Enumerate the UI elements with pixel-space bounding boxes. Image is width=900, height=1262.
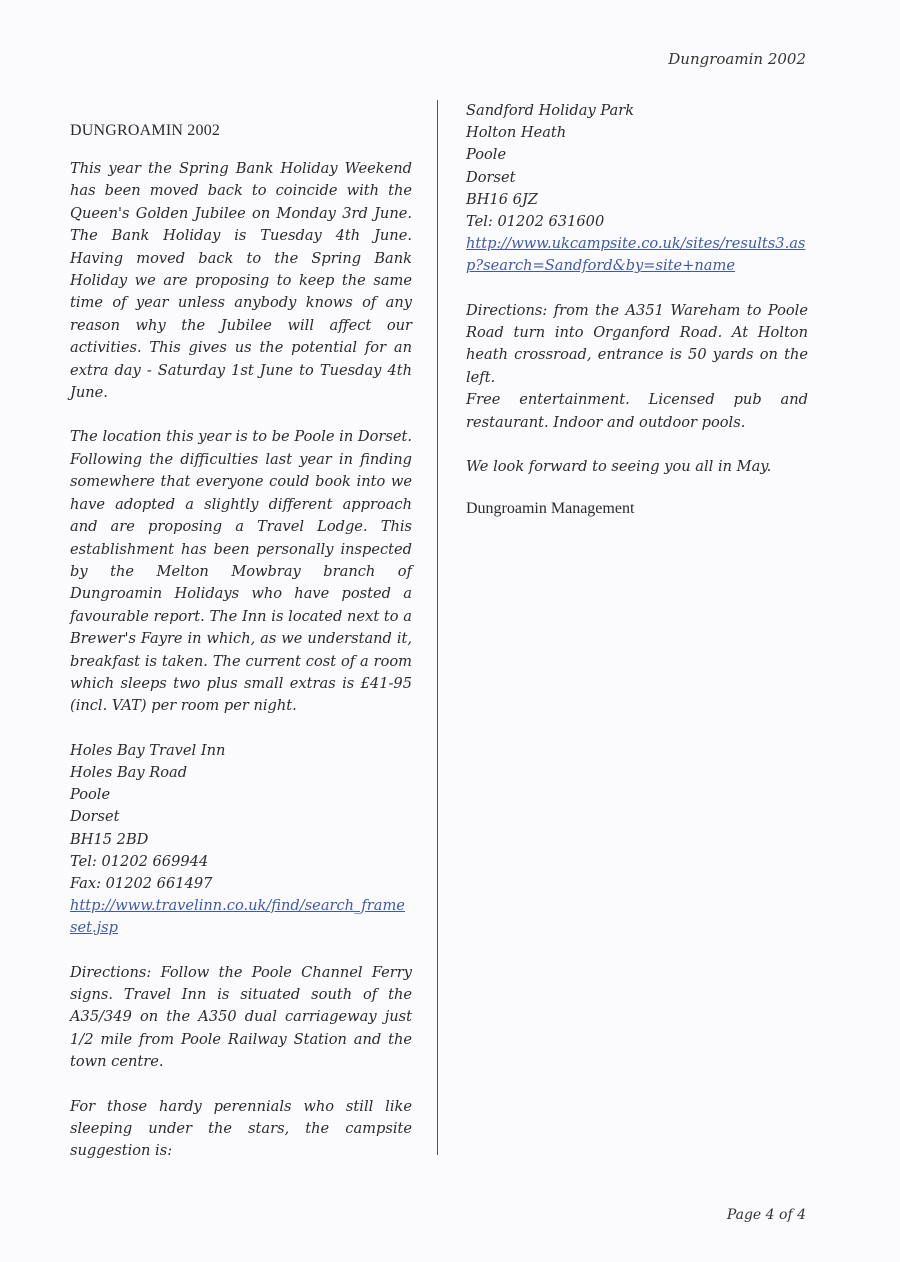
address-tel: Tel: 01202 631600 — [466, 213, 605, 231]
column-divider — [437, 100, 438, 1155]
running-header: Dungroamin 2002 — [668, 50, 806, 68]
right-column — [466, 100, 808, 540]
address-postcode: BH15 2BD — [70, 830, 149, 848]
address-name: Holes Bay Travel Inn — [70, 741, 226, 759]
address-town: Poole — [466, 146, 507, 164]
closing-line: We look forward to seeing you all in May. — [466, 458, 772, 476]
travel-inn-address — [70, 740, 412, 940]
address-postcode: BH16 6JZ — [466, 190, 538, 208]
campsite-address — [466, 100, 808, 278]
location-paragraph: The location this year is to be Poole in Dorset. Following the difficulties last year in finding somewhere that everyone could book into we have adopted a slightly different approach and are proposing a Travel Lodge. This establishment has been personally inspected by the Melton Mowbray branch of Dungroamin Holidays who have posted a favourable report. The Inn is located next to a Brewer's Fayre in which, as we understand it, breakfast is taken. The current cost of a room which sleeps two plus small extras is £41-95 (incl. VAT) per room per night. — [70, 428, 412, 715]
left-column — [70, 122, 412, 1185]
page-number: Page 4 of 4 — [726, 1207, 806, 1223]
campsite-amenities: Free entertainment. Licensed pub and restaurant. Indoor and outdoor pools. — [466, 391, 808, 431]
signature: Dungroamin Management — [466, 500, 635, 518]
intro-paragraph: This year the Spring Bank Holiday Weekend has been moved back to coincide with the Queen's Golden Jubilee on Monday 3rd June. The Bank Holiday is Tuesday 4th June. Having moved back to the Spring Bank Holiday we are proposing to keep the same time of year unless anybody knows of any reason why the Jubilee will affect our activities. This gives us the potential for an extra day - Saturday 1st June to Tuesday 4th June. — [70, 160, 412, 402]
address-name: Sandford Holiday Park — [466, 102, 635, 119]
document-title: DUNGROAMIN 2002 — [70, 122, 221, 139]
address-fax: Fax: 01202 661497 — [70, 874, 213, 892]
campsite-link[interactable]: http://www.ukcampsite.co.uk/sites/results3.asp?search=Sandford&by=site+name — [466, 235, 806, 275]
address-tel: Tel: 01202 669944 — [70, 852, 209, 870]
campsite-intro-paragraph: For those hardy perennials who still like sleeping under the stars, the campsite suggestion is: — [70, 1097, 412, 1160]
address-town: Poole — [70, 786, 111, 804]
address-street: Holton Heath — [466, 124, 567, 142]
campsite-directions: Directions: from the A351 Wareham to Poole Road turn into Organford Road. At Holton heath crossroad, entrance is 50 yards on the left. — [466, 301, 808, 386]
address-street: Holes Bay Road — [70, 763, 188, 781]
address-county: Dorset — [466, 168, 516, 186]
travel-inn-link[interactable]: http://www.travelinn.co.uk/find/search_frameset.jsp — [70, 897, 405, 937]
address-county: Dorset — [70, 808, 120, 826]
directions-paragraph: Directions: Follow the Poole Channel Ferry signs. Travel Inn is situated south of the A35/349 on the A350 dual carriageway just 1/2 mile from Poole Railway Station and the town centre. — [70, 963, 412, 1071]
